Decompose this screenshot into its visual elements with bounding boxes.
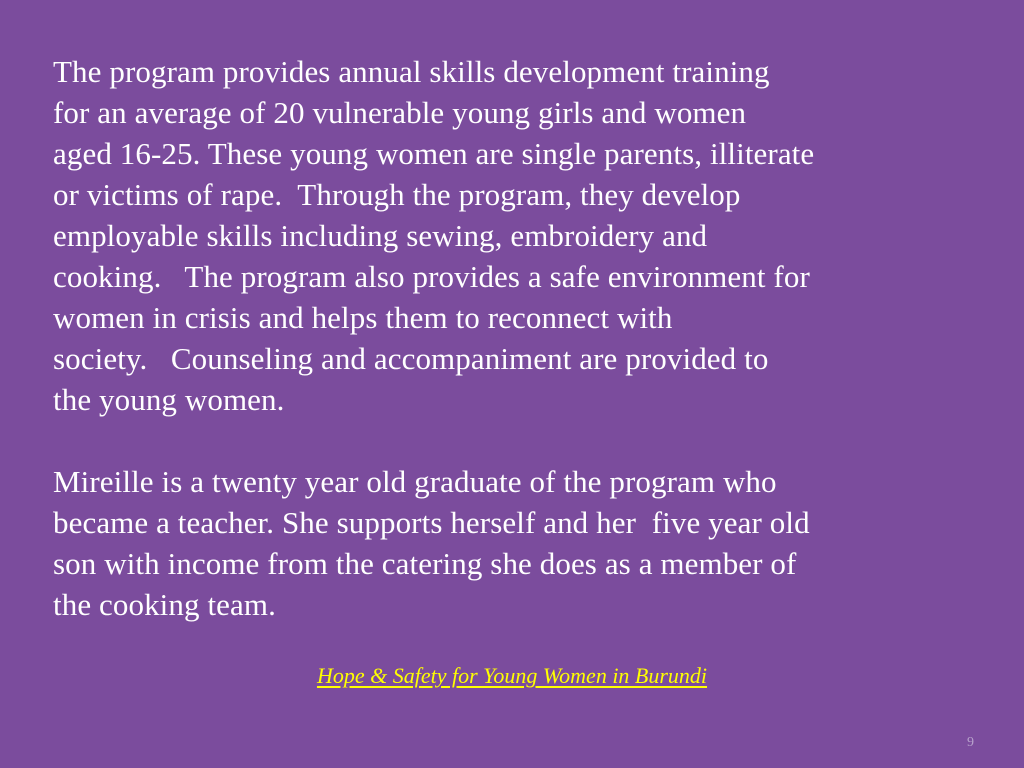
paragraph-1-line: cooking. The program also provides a safe environment for: [53, 259, 810, 294]
paragraph-1-line: the young women.: [53, 382, 285, 417]
paragraph-spacer: [53, 420, 983, 461]
paragraph-1-line: or victims of rape. Through the program, they develop: [53, 177, 741, 212]
paragraph-1-line: society. Counseling and accompaniment are provided to: [53, 341, 769, 376]
slide-number: 9: [967, 735, 974, 750]
paragraph-1-line: employable skills including sewing, embroidery and: [53, 218, 708, 253]
paragraph-1: [53, 51, 983, 420]
footer-link[interactable]: Hope & Safety for Young Women in Burundi: [316, 663, 708, 688]
paragraph-2-line: Mireille is a twenty year old graduate of the program who: [53, 464, 777, 499]
slide-body-text: [53, 51, 983, 625]
paragraph-1-line: aged 16-25. These young women are single parents, illiterate: [53, 136, 815, 171]
paragraph-2-line: became a teacher. She supports herself and her five year old: [53, 505, 810, 540]
paragraph-1-line: for an average of 20 vulnerable young girls and women: [53, 95, 747, 130]
paragraph-1-line: women in crisis and helps them to reconnect with: [53, 300, 673, 335]
paragraph-1-line: The program provides annual skills development training: [53, 54, 770, 89]
paragraph-2-line: the cooking team.: [53, 587, 276, 622]
paragraph-2-line: son with income from the catering she does as a member of: [53, 546, 797, 581]
paragraph-2: [53, 461, 983, 625]
